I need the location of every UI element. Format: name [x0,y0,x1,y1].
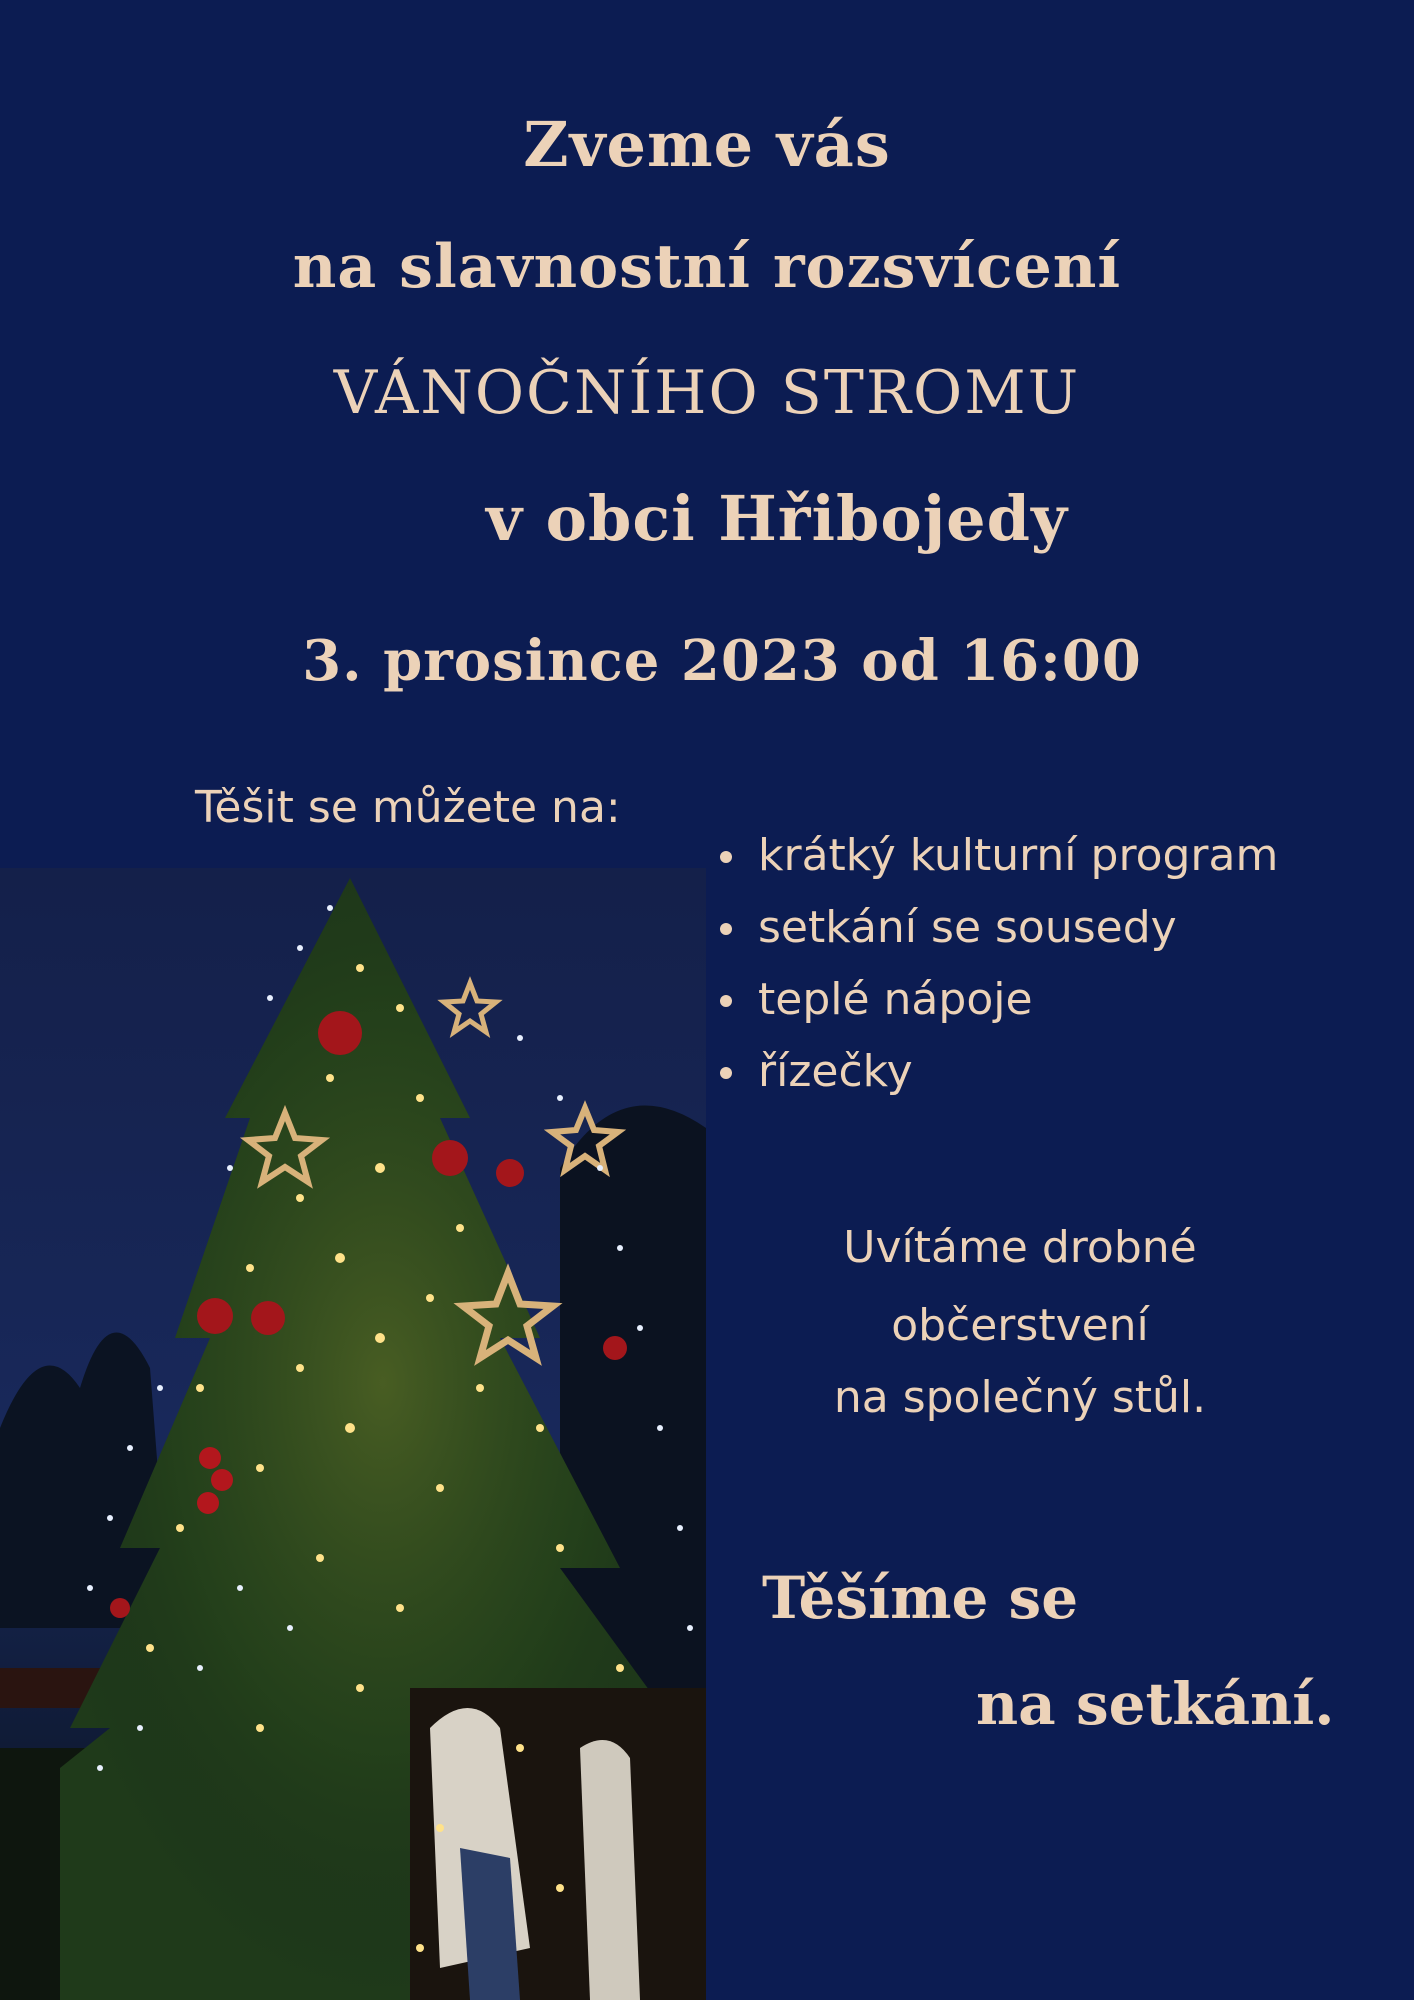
bullet-icon [720,923,732,935]
list-item-label: řízečky [758,1046,913,1097]
list-item [716,1036,1278,1108]
list-item [716,820,1278,892]
bullet-icon [720,1067,732,1079]
event-title: VÁNOČNÍHO STROMU [333,358,1081,428]
invitation-heading: Zveme vás [523,108,891,181]
closing-line2: na setkání. [976,1670,1335,1738]
list-item-label: krátký kulturní program [758,830,1279,881]
closing-line1: Těšíme se [762,1564,1079,1632]
program-list [716,820,1278,1108]
christmas-tree-photo [0,868,706,2000]
refreshment-note-line1: Uvítáme drobné [843,1222,1197,1273]
bullet-icon [720,995,732,1007]
list-item [716,892,1278,964]
list-item-label: setkání se sousedy [758,902,1177,953]
program-intro: Těšit se můžete na: [195,782,621,833]
refreshment-note-line3: na společný stůl. [833,1372,1207,1423]
event-date: 3. prosince 2023 od 16:00 [302,628,1142,694]
bullet-icon [720,851,732,863]
list-item-label: teplé nápoje [758,974,1033,1025]
list-item [716,964,1278,1036]
event-location: v obci Hřibojedy [486,482,1068,555]
refreshment-note-line2: občerstvení [891,1300,1149,1351]
event-subheading: na slavnostní rozsvícení [292,232,1122,302]
